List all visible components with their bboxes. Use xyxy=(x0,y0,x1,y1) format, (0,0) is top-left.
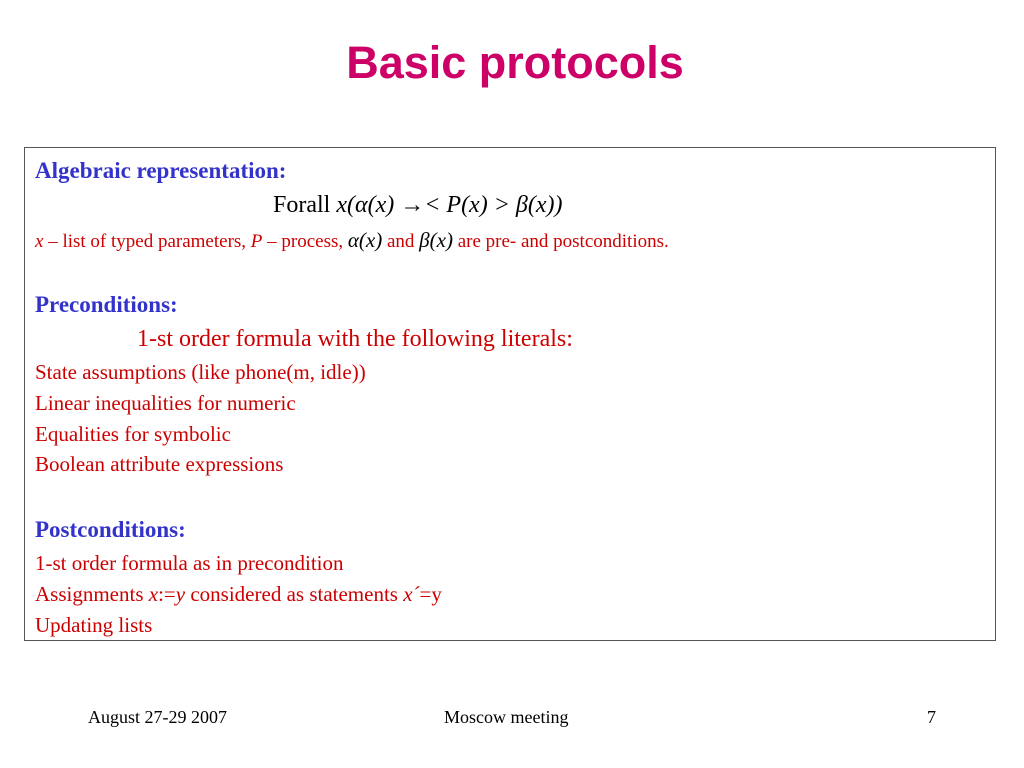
definition-line xyxy=(35,228,669,253)
pre-item-linear-inequalities: Linear inequalities for numeric xyxy=(35,391,296,415)
post-assign-a: Assignments xyxy=(35,582,149,606)
formula-expression: x(α(x) →< P(x) > β(x)) xyxy=(336,192,563,218)
post-assign-y: y xyxy=(175,582,186,606)
formula-forall: Forall xyxy=(273,192,331,218)
post-assign-xprime: x´ xyxy=(403,582,420,606)
def-text2: – process, xyxy=(262,231,348,252)
def-and: and xyxy=(382,231,420,252)
pre-item-boolean: Boolean attribute expressions xyxy=(35,452,284,476)
def-p: P xyxy=(250,231,263,252)
pre-item-equalities: Equalities for symbolic xyxy=(35,422,231,446)
post-assign-eq: =y xyxy=(419,582,442,606)
def-alpha: α(x) xyxy=(347,228,383,252)
post-item-updating-lists: Updating lists xyxy=(35,613,153,637)
post-assign-b: considered as statements xyxy=(185,582,404,606)
preconditions-intro: 1-st order formula with the following literals: xyxy=(137,326,573,352)
algebraic-representation-heading: Algebraic representation: xyxy=(35,158,287,183)
def-x: x xyxy=(35,231,44,252)
footer-date: August 27-29 2007 xyxy=(88,707,227,727)
def-text1: – list of typed parameters, xyxy=(43,231,251,252)
def-beta: β(x) xyxy=(419,228,453,252)
def-text3: are pre- and postconditions. xyxy=(457,231,669,252)
preconditions-heading: Preconditions: xyxy=(35,292,178,317)
formula-line xyxy=(273,192,562,219)
post-assign-op: := xyxy=(158,582,176,606)
footer-page-number: 7 xyxy=(927,707,936,727)
post-item-first-order: 1-st order formula as in precondition xyxy=(35,551,344,575)
post-item-assignments xyxy=(35,582,442,607)
post-assign-x: x xyxy=(148,582,159,606)
postconditions-heading: Postconditions: xyxy=(35,517,186,542)
pre-item-state-assumptions: State assumptions (like phone(m, idle)) xyxy=(35,360,366,384)
footer-meeting: Moscow meeting xyxy=(444,707,569,727)
slide-title: Basic protocols xyxy=(346,37,684,88)
